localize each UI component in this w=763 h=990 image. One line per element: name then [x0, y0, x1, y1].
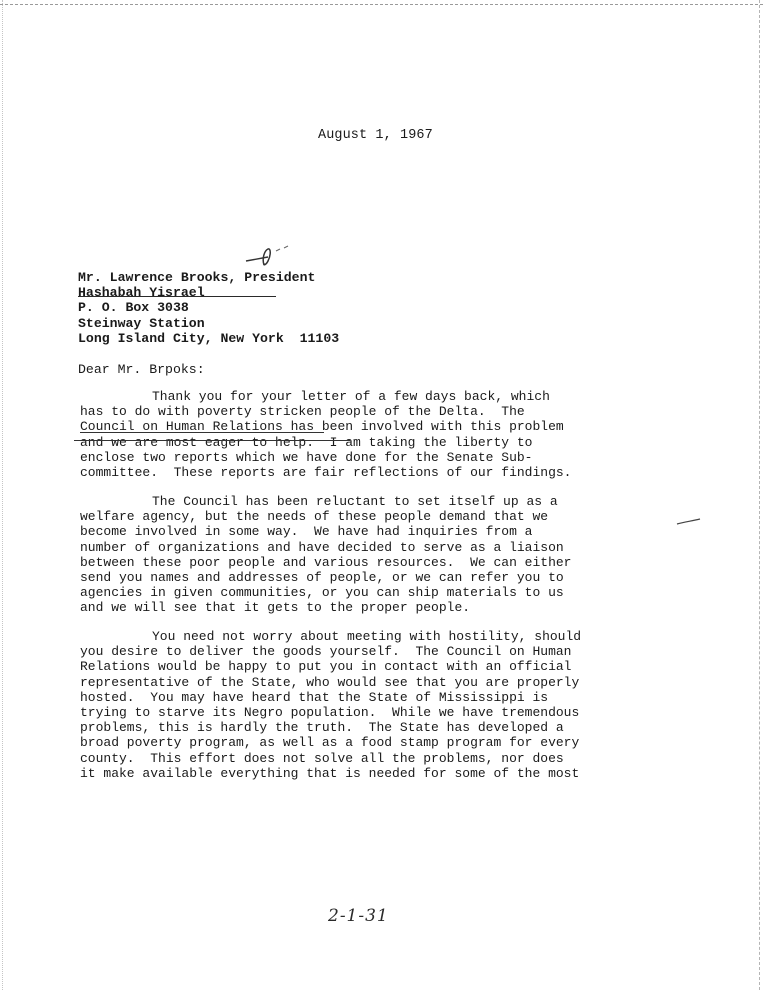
- paragraph-line: enclose two reports which we have done for the Senate Sub-: [80, 449, 533, 465]
- paragraph-line: Relations would be happy to put you in contact with an official: [80, 659, 572, 675]
- paragraph-line: committee. These reports are fair reflections of our findings.: [80, 465, 572, 481]
- paragraph-hostility: [80, 629, 672, 781]
- recipient-address: [78, 270, 418, 346]
- paragraph-line: number of organizations and have decided to serve as a liaison: [80, 539, 564, 555]
- page-edge-right: [759, 0, 760, 990]
- paragraph-line: agencies in given communities, or you can ship materials to us: [80, 585, 564, 601]
- paragraph-thank-you: [80, 389, 672, 480]
- paragraph-line: problems, this is hardly the truth. The State has developed a: [80, 720, 564, 736]
- paragraph-line: Thank you for your letter of a few days back, which: [152, 389, 550, 404]
- handwritten-page-number: 2-1-31: [328, 906, 389, 926]
- paragraph-line: and we will see that it gets to the proper people.: [80, 600, 471, 616]
- recipient-organization: Hashabah Yisrael: [78, 285, 205, 301]
- paragraph-line: welfare agency, but the needs of these people demand that we: [80, 509, 549, 525]
- handwritten-strike-line: [74, 440, 350, 441]
- handwritten-pen-mark: [244, 243, 294, 269]
- paragraph-line: become involved in some way. We have had inquiries from a: [80, 524, 533, 540]
- paragraph-line: You need not worry about meeting with hostility, should: [152, 629, 582, 644]
- paragraph-line: it make available everything that is needed for some of the most: [80, 765, 580, 781]
- paragraph-line: Council on Human Relations has been involved with this problem: [80, 419, 564, 435]
- page-edge-left: [2, 0, 3, 990]
- recipient-station: Steinway Station: [78, 315, 205, 331]
- paragraph-line: has to do with poverty stricken people of the Delta. The: [80, 404, 525, 420]
- margin-pen-mark: [676, 516, 702, 528]
- paragraph-line: and we are most eager to help. I am taking the liberty to: [80, 434, 533, 450]
- recipient-name: Mr. Lawrence Brooks, President: [78, 270, 316, 285]
- paragraph-line: send you names and addresses of people, or we can refer you to: [80, 570, 564, 586]
- paragraph-line: representative of the State, who would see that you are properly: [80, 674, 580, 690]
- paragraph-line: hosted. You may have heard that the State of Mississippi is: [80, 689, 549, 705]
- paragraph-line: trying to starve its Negro population. While we have tremendous: [80, 705, 580, 721]
- handwritten-underline: [80, 432, 324, 433]
- paragraph-line: broad poverty program, as well as a food stamp program for every: [80, 735, 580, 751]
- paragraph-line: county. This effort does not solve all the problems, nor does: [80, 750, 564, 766]
- paragraph-line: you desire to deliver the goods yourself. The Council on Human: [80, 644, 572, 660]
- recipient-po-box: P. O. Box 3038: [78, 300, 189, 316]
- recipient-city: Long Island City, New York 11103: [78, 330, 340, 346]
- paragraph-line: The Council has been reluctant to set itself up as a: [152, 494, 558, 509]
- page-edge-top: [0, 4, 763, 5]
- paragraph-council-liaison: [80, 494, 672, 616]
- organization-overline: [78, 296, 276, 297]
- paragraph-line: between these poor people and various resources. We can either: [80, 554, 572, 570]
- letter-date: August 1, 1967: [318, 128, 433, 143]
- salutation: Dear Mr. Brpoks:: [78, 362, 205, 377]
